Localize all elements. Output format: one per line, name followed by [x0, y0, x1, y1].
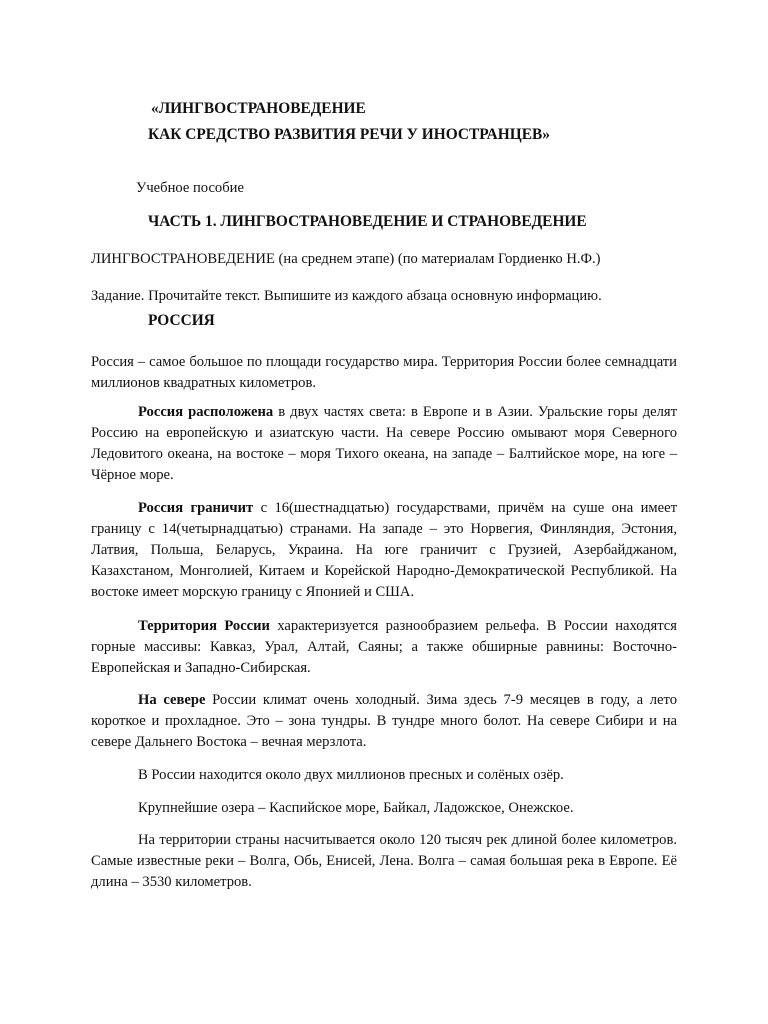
paragraph-bold-lead: Россия граничит [138, 500, 254, 516]
section-heading: РОССИЯ [148, 312, 215, 329]
paragraph-4 [91, 616, 677, 679]
paragraph-bold-lead: Россия расположена [138, 404, 274, 420]
paragraph-text: Россия – самое большое по площади государство мира. Территория России более семнадцати миллионов квадратных километров. [91, 354, 677, 391]
paragraph-text: характеризуется разнообразием рельефа. В России находятся горные массивы: Кавказ, Урал, Алтай, Саяны; а также обширные равнины: Восточно-Европейская и Западно-Сибирская. [91, 618, 677, 676]
paragraph-5 [91, 690, 677, 753]
document-title-line-2: КАК СРЕДСТВО РАЗВИТИЯ РЕЧИ У ИНОСТРАНЦЕВ» [148, 126, 550, 143]
document-title-line-1: «ЛИНГВОСТРАНОВЕДЕНИЕ [151, 100, 366, 117]
paragraph-text: В России находится около двух миллионов пресных и солёных озёр. [138, 767, 564, 783]
paragraph-6 [91, 765, 677, 786]
paragraph-bold-lead: На севере [138, 692, 206, 708]
paragraph-text: На территории страны насчитывается около 120 тысяч рек длиной более километров. Самые известные реки – Волга, Обь, Енисей, Лена. Волга – самая большая река в Европе. Её длина – 3530 километров. [91, 832, 677, 890]
paragraph-text: в двух частях света: в Европе и в Азии. Уральские горы делят Россию на европейскую и азиатскую части. На севере Россию омывают моря Северного Ледовитого океана, на востоке – моря Тихого океана, на западе – Балтийское море, на юге – Чёрное море. [91, 404, 678, 483]
paragraph-text: России климат очень холодный. Зима здесь 7-9 месяцев в году, а лето короткое и прохладное. Это – зона тундры. В тундре много болот. На севере Сибири и на севере Дальнего Востока – вечная мерзлота. [91, 692, 677, 750]
paragraph-8 [91, 830, 677, 893]
task-line: Задание. Прочитайте текст. Выпишите из каждого абзаца основную информацию. [91, 288, 602, 304]
paragraph-text: Крупнейшие озера – Каспийское море, Байкал, Ладожское, Онежское. [138, 800, 574, 816]
paragraph-1 [91, 352, 677, 394]
paragraph-2 [91, 402, 677, 486]
paragraph-bold-lead: Территория России [138, 618, 270, 634]
source-line: ЛИНГВОСТРАНОВЕДЕНИЕ (на среднем этапе) (по материалам Гордиенко Н.Ф.) [91, 251, 601, 267]
document-title [148, 96, 550, 148]
paragraph-7 [91, 798, 677, 819]
paragraph-3 [91, 498, 677, 603]
paragraph-text: с 16(шестнадцатью) государствами, причём на суше она имеет границу с 14(четырнадцатью) странами. На западе – это Норвегия, Финляндия, Эстония, Латвия, Польша, Беларусь, Украина. На юге граничит с Грузией, Азербайджаном, Казахстаном, Монголией, Китаем и Корейской Народно-Демократической Республикой. На востоке имеет морскую границу с Японией и США. [91, 500, 677, 600]
part-heading: ЧАСТЬ 1. ЛИНГВОСТРАНОВЕДЕНИЕ И СТРАНОВЕДЕНИЕ [148, 213, 587, 230]
document-subtitle: Учебное пособие [136, 180, 244, 196]
